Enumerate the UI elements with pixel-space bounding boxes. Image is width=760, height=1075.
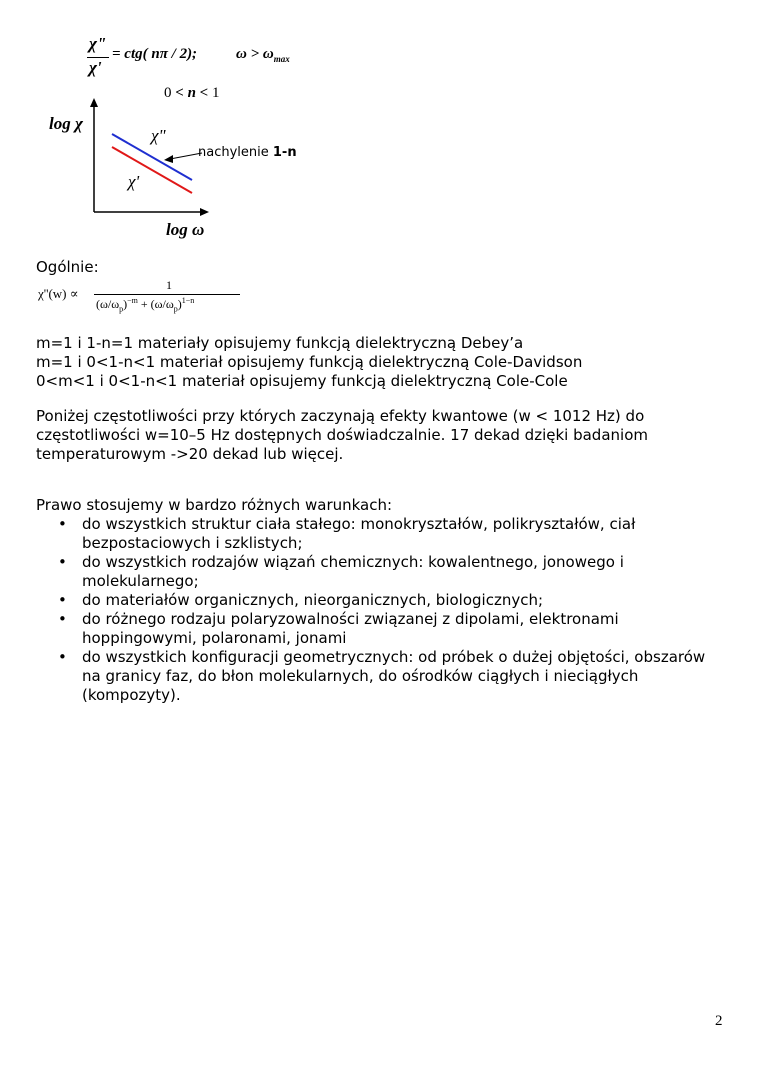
material-line-3: 0<m<1 i 0<1-n<1 materiał opisujemy funkcją dielektryczną Cole-Cole [36, 372, 568, 390]
range-left: 0 [164, 85, 172, 101]
material-line-1: m=1 i 1-n=1 materiały opisujemy funkcją dielektryczną Debey’a [36, 334, 524, 352]
y-axis-label: log χ [49, 114, 83, 133]
chi-double-prime-label: χ" [151, 126, 166, 145]
list-item-text: do wszystkich struktur ciała stałego: monokryształów, polikryształów, ciał bezpostaciowych i szklistych; [82, 515, 636, 552]
den-right-exp: 1−n [181, 296, 195, 305]
list-item [36, 648, 726, 705]
range-var: n [187, 85, 196, 101]
formula-top-condition-main: ω > ω [236, 46, 274, 62]
formula-top-numerator: χ" [89, 34, 107, 53]
formula-top-condition [236, 46, 290, 64]
slope-annotation [198, 145, 297, 160]
material-line-2: m=1 i 0<1-n<1 materiał opisujemy funkcją dielektryczną Cole-Davidson [36, 353, 583, 371]
bullet-icon: • [58, 610, 67, 628]
den-right-sub: p [173, 304, 178, 314]
formula-general-numerator: 1 [166, 278, 172, 292]
chi-prime-line [112, 147, 192, 193]
formula-general-fraction-bar [94, 294, 240, 295]
list-item [36, 610, 726, 648]
slope-annotation-text: nachylenie [198, 145, 273, 160]
chi-prime-label: χ' [128, 172, 140, 191]
range-op1: < [175, 85, 184, 101]
slope-annotation-value: 1-n [272, 145, 297, 160]
bullet-icon: • [58, 648, 67, 666]
formula-top [86, 34, 326, 84]
formula-top-denominator: χ' [89, 58, 102, 77]
formula-general [38, 278, 258, 318]
range-op2: < [199, 85, 209, 101]
frequency-paragraph: Poniżej częstotliwości przy których zaczynają efekty kwantowe (w < 1012 Hz) do częstotliwości w=10–5 Hz dostępnych doświadczalnie. 17 dekad dzięki badaniom temperaturowym ->20 dekad lub więcej. [36, 407, 648, 463]
formula-top-condition-sub: max [273, 54, 290, 64]
conditions-list [36, 515, 726, 705]
bullet-icon: • [58, 591, 67, 609]
page-number: 2 [715, 1013, 723, 1029]
y-axis-arrow [90, 98, 98, 107]
den-left: (ω/ω [96, 297, 120, 311]
list-item-text: do różnego rodzaju polaryzowalności związanej z dipolami, elektronami hoppingowymi, polaronami, jonami [82, 610, 619, 647]
bullet-icon: • [58, 515, 67, 533]
den-plus: + [140, 297, 148, 311]
x-axis-label: log ω [166, 220, 205, 239]
list-item-text: do wszystkich rodzajów wiązań chemicznych: kowalentnego, jonowego i molekularnego; [82, 553, 624, 590]
den-right-close: ) [177, 297, 182, 311]
formula-top-rhs: = ctg( nπ / 2); [112, 46, 198, 62]
list-item [36, 553, 726, 591]
range-right: 1 [211, 85, 220, 101]
general-label: Ogólnie: [36, 258, 99, 276]
den-left-sub: p [119, 304, 124, 314]
list-item-text: do wszystkich konfiguracji geometrycznych: od próbek o dużej objętości, obszarów na granicy faz, do błon molekularnych, do ośrodków ciągłych i nieciągłych (kompozyty). [82, 648, 706, 704]
den-left-exp: −m [127, 296, 138, 305]
list-item [36, 515, 726, 553]
bullet-icon: • [58, 553, 67, 571]
x-axis-arrow [200, 208, 209, 216]
list-intro: Prawo stosujemy w bardzo różnych warunkach: [36, 496, 393, 514]
slope-pointer-arrowhead [164, 155, 173, 163]
formula-general-lhs: χ''(w) ∝ [38, 286, 79, 301]
formula-general-denominator [96, 296, 194, 313]
list-item [36, 591, 726, 610]
den-left-close: ) [123, 297, 128, 311]
den-right: (ω/ω [150, 297, 174, 311]
list-item-text: do materiałów organicznych, nieorganicznych, biologicznych; [82, 591, 544, 609]
